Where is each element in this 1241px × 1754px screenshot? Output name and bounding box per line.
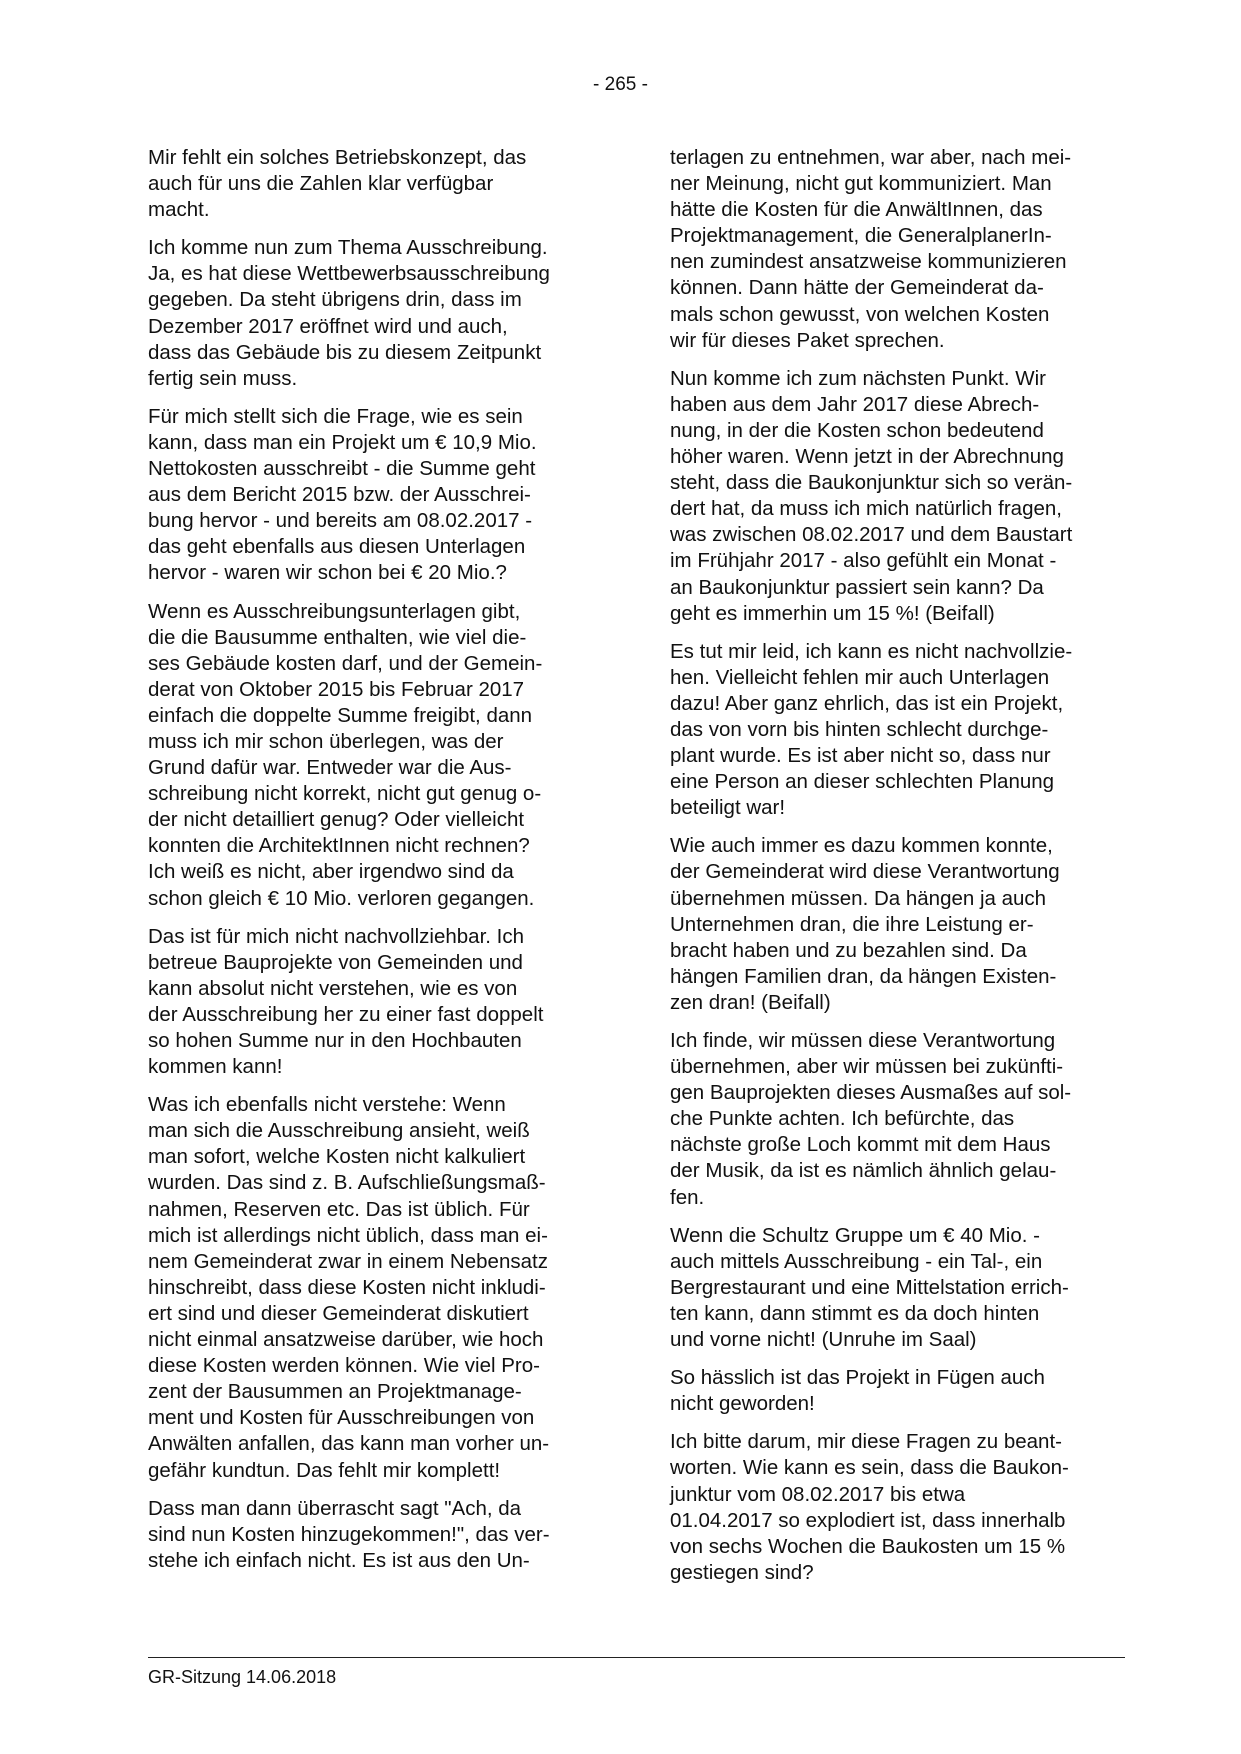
text-line: der Musik, da ist es nämlich ähnlich gelau- bbox=[670, 1159, 1057, 1183]
paragraph bbox=[670, 639, 1125, 822]
text-line: Das ist für mich nicht nachvollziehbar. Ich bbox=[148, 924, 524, 948]
paragraph bbox=[670, 1223, 1125, 1353]
text-line: nahmen, Reserven etc. Das ist üblich. Für bbox=[148, 1197, 530, 1221]
text-line: nung, in der die Kosten schon bedeutend bbox=[670, 418, 1044, 442]
text-line: gestiegen sind? bbox=[670, 1560, 814, 1584]
text-line: bracht haben und zu bezahlen sind. Da bbox=[670, 938, 1027, 962]
paragraph bbox=[148, 145, 603, 223]
text-line: so hohen Summe nur in den Hochbauten bbox=[148, 1029, 522, 1052]
text-line: schreibung nicht korrekt, nicht gut genug o- bbox=[148, 782, 542, 806]
text-line: dert hat, da muss ich mich natürlich fragen, bbox=[670, 497, 1062, 521]
paragraph bbox=[148, 1092, 603, 1483]
text-line: ner Meinung, nicht gut kommuniziert. Man bbox=[670, 172, 1052, 196]
text-line: konnten die ArchitektInnen nicht rechnen? bbox=[148, 834, 530, 858]
paragraph bbox=[148, 599, 603, 912]
text-line: eine Person an dieser schlechten Planung bbox=[670, 770, 1055, 794]
text-line: stehe ich einfach nicht. Es ist aus den Un- bbox=[148, 1548, 530, 1572]
text-line: Bergrestaurant und eine Mittelstation errich- bbox=[670, 1275, 1069, 1299]
text-line: Ich komme nun zum Thema Ausschreibung. bbox=[148, 236, 548, 260]
text-line: was zwischen 08.02.2017 und dem Baustart bbox=[670, 523, 1073, 547]
text-line: auch mittels Ausschreibung - ein Tal-, ein bbox=[670, 1249, 1043, 1273]
text-line: Unternehmen dran, die ihre Leistung er- bbox=[670, 912, 1034, 936]
text-line: Wenn es Ausschreibungsunterlagen gibt, bbox=[148, 599, 521, 623]
text-line: plant wurde. Es ist aber nicht so, dass nur bbox=[670, 744, 1051, 768]
left-column bbox=[148, 145, 603, 1586]
text-line: aus dem Bericht 2015 bzw. der Ausschrei- bbox=[148, 483, 531, 507]
paragraph bbox=[148, 235, 603, 392]
paragraph bbox=[148, 1496, 603, 1574]
text-line: bung hervor - und bereits am 08.02.2017 - bbox=[148, 509, 533, 533]
text-line: So hässlich ist das Projekt in Fügen auch bbox=[670, 1366, 1045, 1390]
text-line: das von vorn bis hinten schlecht durchge- bbox=[670, 717, 1049, 741]
text-line: man sofort, welche Kosten nicht kalkuliert bbox=[148, 1145, 526, 1169]
text-line: höher waren. Wenn jetzt in der Abrechnung bbox=[670, 445, 1064, 469]
text-line: ten kann, dann stimmt es da doch hinten bbox=[670, 1301, 1040, 1325]
page-number: - 265 - bbox=[593, 74, 648, 95]
text-line: der Ausschreibung her zu einer fast doppelt bbox=[148, 1002, 544, 1026]
text-line: ses Gebäude kosten darf, und der Gemein- bbox=[148, 651, 543, 675]
text-line: gen Bauprojekten dieses Ausmaßes auf sol- bbox=[670, 1081, 1072, 1105]
text-line: mals schon gewusst, von welchen Kosten bbox=[670, 302, 1050, 326]
text-line: mich ist allerdings nicht üblich, dass man ei- bbox=[148, 1223, 548, 1247]
text-line: haben aus dem Jahr 2017 diese Abrech- bbox=[670, 392, 1040, 416]
text-line: Ich bitte darum, mir diese Fragen zu beant- bbox=[670, 1430, 1062, 1454]
text-line: muss ich mir schon überlegen, was der bbox=[148, 729, 504, 753]
footer-session-date: GR-Sitzung 14.06.2018 bbox=[148, 1667, 337, 1687]
paragraph bbox=[148, 924, 603, 1081]
text-line: zent der Bausummen an Projektmanage- bbox=[148, 1380, 522, 1404]
text-line: Wie auch immer es dazu kommen konnte, bbox=[670, 834, 1053, 858]
text-line: Es tut mir leid, ich kann es nicht nachvollzie- bbox=[670, 639, 1073, 663]
paragraph bbox=[148, 404, 603, 587]
footer-divider bbox=[148, 1657, 1125, 1658]
text-line: derat von Oktober 2015 bis Februar 2017 bbox=[148, 677, 525, 701]
text-line: ert sind und dieser Gemeinderat diskutiert bbox=[148, 1301, 529, 1325]
text-line: nen zumindest ansatzweise kommunizieren bbox=[670, 250, 1067, 274]
text-line: kann, dass man ein Projekt um € 10,9 Mio. bbox=[148, 430, 537, 454]
paragraph bbox=[670, 833, 1125, 1016]
right-column bbox=[670, 145, 1125, 1598]
text-line: hängen Familien dran, da hängen Existen- bbox=[670, 964, 1057, 988]
text-line: gegeben. Da steht übrigens drin, dass im bbox=[148, 288, 522, 312]
text-line: Nettokosten ausschreibt - die Summe geht bbox=[148, 457, 536, 481]
text-line: einfach die doppelte Summe freigibt, dann bbox=[148, 703, 533, 727]
text-line: der Gemeinderat wird diese Verantwortung bbox=[670, 860, 1060, 884]
text-line: dass das Gebäude bis zu diesem Zeitpunkt bbox=[148, 340, 542, 364]
text-line: fen. bbox=[670, 1185, 705, 1209]
text-line: an Baukonjunktur passiert sein kann? Da bbox=[670, 575, 1044, 599]
text-line: Dezember 2017 eröffnet wird und auch, bbox=[148, 314, 508, 338]
text-line: kommen kann! bbox=[148, 1055, 283, 1079]
text-line: worten. Wie kann es sein, dass die Baukon- bbox=[670, 1456, 1069, 1480]
text-line: Grund dafür war. Entweder war die Aus- bbox=[148, 756, 512, 780]
text-line: Wenn die Schultz Gruppe um € 40 Mio. - bbox=[670, 1223, 1040, 1247]
text-line: von sechs Wochen die Baukosten um 15 % bbox=[670, 1534, 1066, 1558]
text-line: kann absolut nicht verstehen, wie es von bbox=[148, 976, 518, 1000]
text-line: Nun komme ich zum nächsten Punkt. Wir bbox=[670, 366, 1046, 390]
text-line: nem Gemeinderat zwar in einem Nebensatz bbox=[148, 1249, 548, 1273]
text-line: im Frühjahr 2017 - also gefühlt ein Monat - bbox=[670, 549, 1057, 573]
text-line: und vorne nicht! (Unruhe im Saal) bbox=[670, 1328, 977, 1352]
text-line: schon gleich € 10 Mio. verloren gegangen. bbox=[148, 886, 535, 910]
text-line: Für mich stellt sich die Frage, wie es sein bbox=[148, 404, 523, 428]
text-line: übernehmen, aber wir müssen bei zukünfti- bbox=[670, 1055, 1064, 1079]
text-line: junktur vom 08.02.2017 bis etwa bbox=[670, 1482, 966, 1506]
text-line: che Punkte achten. Ich befürchte, das bbox=[670, 1107, 1015, 1131]
text-line: Mir fehlt ein solches Betriebskonzept, das bbox=[148, 146, 527, 169]
text-line: 01.04.2017 so explodiert ist, dass innerhalb bbox=[670, 1508, 1066, 1532]
text-line: übernehmen müssen. Da hängen ja auch bbox=[670, 886, 1047, 910]
text-line: Ja, es hat diese Wettbewerbsausschreibung bbox=[148, 262, 550, 286]
text-line: dazu! Aber ganz ehrlich, das ist ein Projekt, bbox=[670, 691, 1064, 715]
text-line: hinschreibt, dass diese Kosten nicht inkludi- bbox=[148, 1275, 546, 1299]
text-line: man sich die Ausschreibung ansieht, weiß bbox=[148, 1119, 530, 1143]
text-line: beteiligt war! bbox=[670, 796, 786, 820]
text-line: Projektmanagement, die GeneralplanerIn- bbox=[670, 224, 1052, 248]
text-line: terlagen zu entnehmen, war aber, nach mei- bbox=[670, 146, 1072, 169]
text-line: diese Kosten werden können. Wie viel Pro- bbox=[148, 1354, 540, 1378]
text-line: nächste große Loch kommt mit dem Haus bbox=[670, 1133, 1051, 1157]
text-line: ment und Kosten für Ausschreibungen von bbox=[148, 1406, 535, 1430]
text-line: das geht ebenfalls aus diesen Unterlagen bbox=[148, 535, 526, 559]
text-line: geht es immerhin um 15 %! (Beifall) bbox=[670, 601, 995, 625]
text-line: fertig sein muss. bbox=[148, 366, 298, 390]
text-line: macht. bbox=[148, 198, 210, 222]
text-line: wir für dieses Paket sprechen. bbox=[670, 328, 945, 352]
text-line: nicht geworden! bbox=[670, 1392, 815, 1416]
text-line: Ich finde, wir müssen diese Verantwortung bbox=[670, 1029, 1056, 1052]
text-line: steht, dass die Baukonjunktur sich so verän- bbox=[670, 471, 1073, 495]
text-line: hervor - waren wir schon bei € 20 Mio.? bbox=[148, 561, 507, 585]
paragraph bbox=[670, 1028, 1125, 1211]
text-line: hätte die Kosten für die AnwältInnen, das bbox=[670, 198, 1043, 222]
text-line: Was ich ebenfalls nicht verstehe: Wenn bbox=[148, 1093, 506, 1117]
paragraph bbox=[670, 366, 1125, 627]
text-line: Ich weiß es nicht, aber irgendwo sind da bbox=[148, 860, 514, 884]
text-line: Dass man dann überrascht sagt "Ach, da bbox=[148, 1496, 522, 1520]
text-line: zen dran! (Beifall) bbox=[670, 990, 831, 1014]
text-line: hen. Vielleicht fehlen mir auch Unterlagen bbox=[670, 665, 1050, 689]
paragraph bbox=[670, 1365, 1125, 1417]
paragraph bbox=[670, 145, 1125, 354]
text-line: wurden. Das sind z. B. Aufschließungsmaß- bbox=[148, 1171, 546, 1195]
paragraph bbox=[670, 1429, 1125, 1586]
text-line: die die Bausumme enthalten, wie viel die- bbox=[148, 625, 527, 649]
text-line: nicht einmal ansatzweise darüber, wie hoch bbox=[148, 1328, 544, 1352]
text-line: auch für uns die Zahlen klar verfügbar bbox=[148, 172, 494, 196]
text-line: der nicht detailliert genug? Oder vielleicht bbox=[148, 808, 525, 832]
text-line: können. Dann hätte der Gemeinderat da- bbox=[670, 276, 1044, 300]
text-line: Anwälten anfallen, das kann man vorher un- bbox=[148, 1432, 550, 1456]
text-line: sind nun Kosten hinzugekommen!", das ver- bbox=[148, 1522, 550, 1546]
text-line: gefähr kundtun. Das fehlt mir komplett! bbox=[148, 1458, 501, 1482]
text-line: betreue Bauprojekte von Gemeinden und bbox=[148, 950, 523, 974]
